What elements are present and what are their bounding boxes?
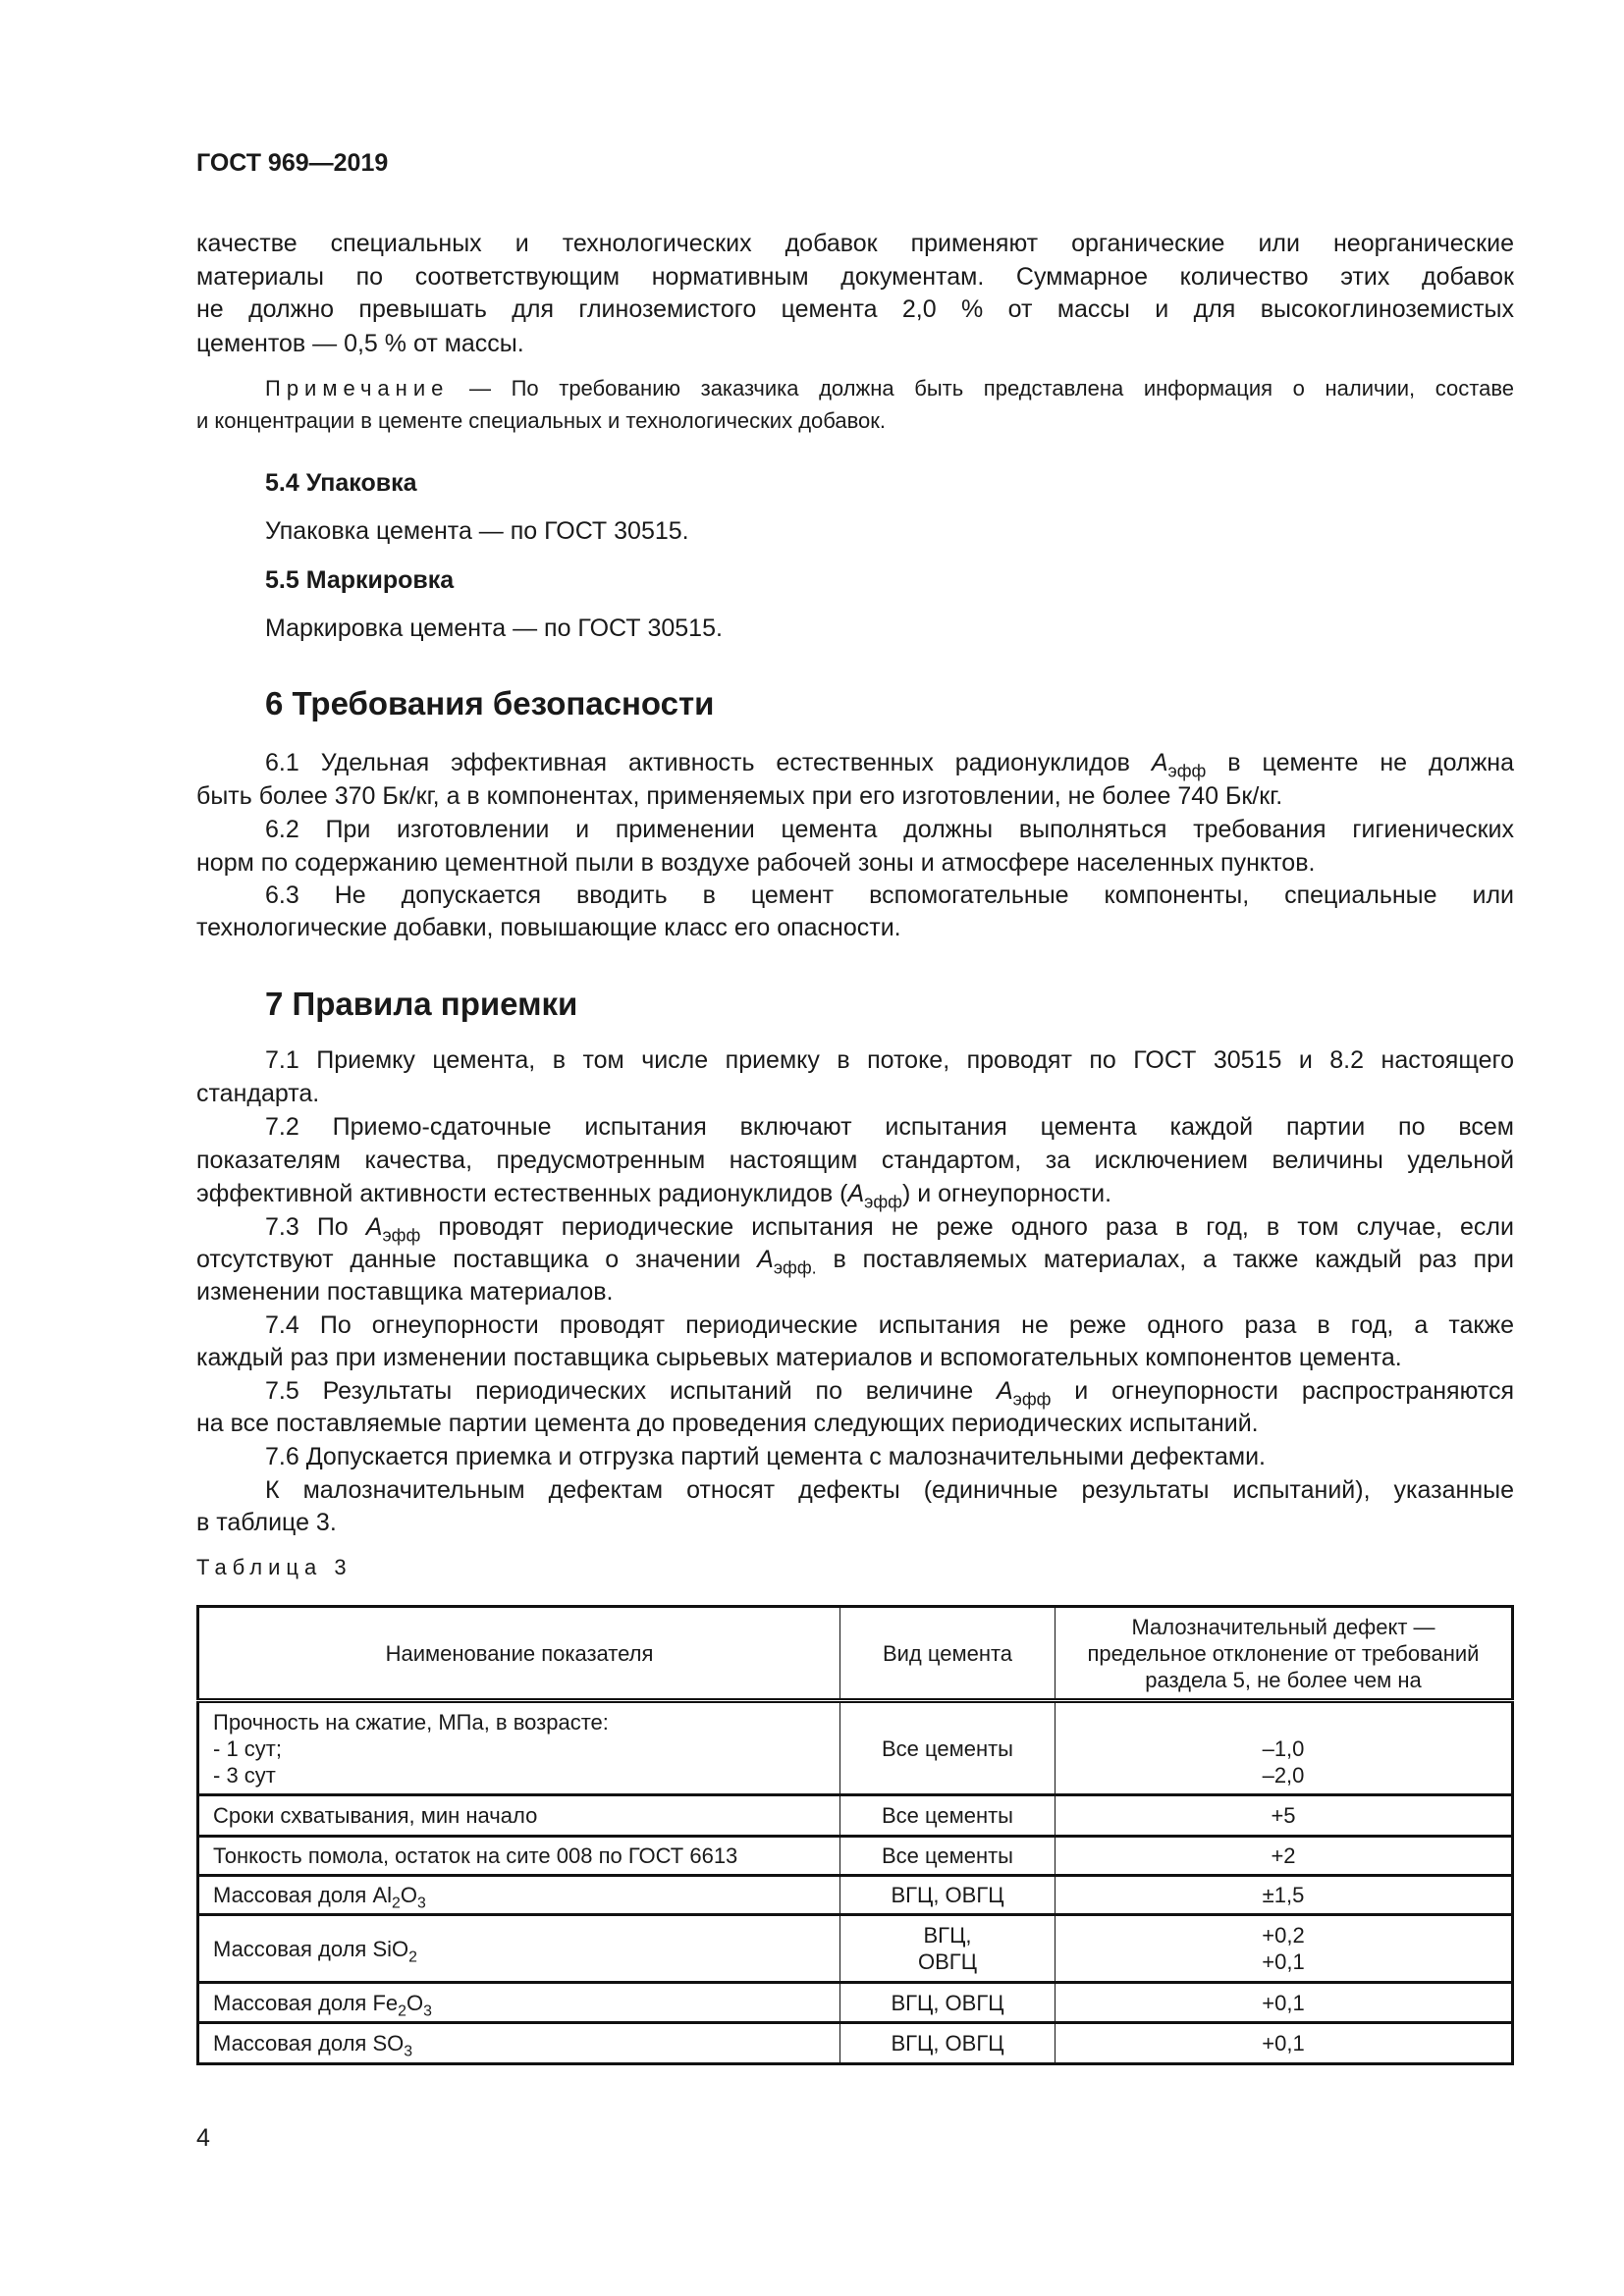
cell-line: ±1,5	[1262, 1883, 1305, 1907]
text-run: — По требованию заказчика должна быть представлена информация о наличии, составе	[449, 376, 1514, 400]
text-line	[196, 327, 1514, 360]
subsection-heading	[265, 563, 1514, 597]
text-run: эффективной активности естественных радионуклидов (	[196, 1180, 848, 1207]
text-line	[265, 746, 1514, 779]
text-run: 7.3 По	[265, 1213, 366, 1241]
cell-name	[198, 1701, 840, 1795]
text-line	[265, 1473, 1514, 1507]
text-run: O	[400, 1883, 417, 1907]
text-run: 7.1 Приемку цемента, в том числе приемку в потоке, проводят по ГОСТ 30515 и 8.2 настоящего	[265, 1046, 1514, 1074]
text-run: и огнеупорности распространяются	[1051, 1377, 1514, 1405]
text-run: отсутствуют данные поставщика о значении	[196, 1246, 758, 1273]
subscript: 3	[416, 1895, 426, 1912]
cell-line: - 1 сут;	[213, 1735, 282, 1761]
text-run: 7.5 Результаты периодических испытаний по величине	[265, 1377, 997, 1405]
cell-line: Тонкость помола, остаток на сите 008 по ГОСТ 6613	[213, 1843, 738, 1868]
text-run: в поставляемых материалах, а также каждый раз при	[816, 1246, 1514, 1273]
cell-line: +2	[1271, 1843, 1296, 1868]
text-line	[265, 1440, 1514, 1473]
cell-value	[1056, 1876, 1513, 1915]
text-line	[196, 1341, 1514, 1374]
text-run: и концентрации в цементе специальных и технологических добавок.	[196, 408, 887, 433]
text-line	[196, 404, 1514, 438]
text-run: норм по содержанию цементной пыли в воздухе рабочей зоны и атмосфере населенных пунктов.	[196, 849, 1316, 877]
cell-line: –2,0	[1262, 1762, 1305, 1788]
cell-value	[1056, 1915, 1513, 1983]
text-line	[196, 1551, 1514, 1584]
spaced-label: Таблица 3	[196, 1555, 352, 1579]
text-run: в цементе не должна	[1206, 749, 1514, 776]
activity-symbol: А	[757, 1246, 774, 1273]
table-row	[198, 1876, 1513, 1915]
table-3	[196, 1605, 1514, 2065]
text-run: К малозначительным дефектам относят дефекты (единичные результаты испытаний), указанные	[265, 1476, 1514, 1504]
section-heading	[265, 682, 1514, 725]
table-row	[198, 1983, 1513, 2023]
table-row	[198, 1915, 1513, 1983]
cell-name	[198, 1837, 840, 1876]
page-number: 4	[196, 2124, 210, 2152]
cell-line: +0,1	[1262, 1990, 1305, 2015]
text-run: материалы по соответствующим нормативным документам. Суммарное количество этих добавок	[196, 263, 1514, 291]
document-header: ГОСТ 969—2019	[196, 149, 389, 177]
cell-line: ВГЦ, ОВГЦ	[891, 2031, 1004, 2056]
text-run: не должно превышать для глиноземистого цемента 2,0 % от массы и для высокоглиноземистых	[196, 295, 1514, 323]
text-line	[265, 372, 1514, 405]
text-run: технологические добавки, повышающие класс его опасности.	[196, 914, 901, 941]
cell-value	[1056, 1837, 1513, 1876]
text-line	[265, 514, 1514, 548]
header-cement-type: Вид цемента	[840, 1607, 1056, 1701]
text-run: проводят периодические испытания не реже одного раза в год, в том случае, если	[420, 1213, 1514, 1241]
text-line	[196, 779, 1514, 813]
subscript: 2	[408, 1949, 417, 1966]
text-run: качестве специальных и технологических добавок применяют органические или неорганические	[196, 230, 1514, 257]
text-run: 7.2 Приемо-сдаточные испытания включают испытания цемента каждой партии по всем	[265, 1113, 1514, 1141]
text-line	[196, 1407, 1514, 1440]
table-row	[198, 2023, 1513, 2064]
text-run: 6.2 При изготовлении и применении цемента должны выполняться требования гигиенических	[265, 816, 1514, 843]
section-heading	[265, 983, 1514, 1026]
text-run: 6.3 Не допускается вводить в цемент вспомогательные компоненты, специальные или	[265, 881, 1514, 909]
text-run: быть более 370 Бк/кг, а в компонентах, применяемых при его изготовлении, не более 740 Бк/кг.	[196, 782, 1283, 810]
table-row	[198, 1795, 1513, 1837]
cell-line: Все цементы	[881, 1803, 1013, 1828]
cell-type	[840, 1837, 1056, 1876]
text-run: Упаковка цемента — по ГОСТ 30515.	[265, 517, 689, 545]
text-run: 7.4 По огнеупорности проводят периодические испытания не реже одного раза в год, а также	[265, 1311, 1514, 1339]
text-run: каждый раз при изменении поставщика сырьевых материалов и вспомогательных компонентов цемента.	[196, 1344, 1402, 1371]
text-line	[196, 911, 1514, 944]
cell-line: +0,1	[1262, 2031, 1305, 2056]
subscript: 3	[404, 2043, 413, 2060]
cell-value	[1056, 2023, 1513, 2064]
text-run: 6.1 Удельная эффективная активность естественных радионуклидов	[265, 749, 1152, 776]
cell-value	[1056, 1795, 1513, 1837]
cell-line: –1,0	[1262, 1735, 1305, 1761]
spaced-label: Примечание	[265, 376, 450, 400]
text-line	[265, 1210, 1514, 1244]
text-line	[196, 1275, 1514, 1308]
text-line	[196, 227, 1514, 260]
cell-line: ВГЦ, ОВГЦ	[891, 1883, 1004, 1907]
cell-line: Сроки схватывания, мин начало	[213, 1803, 538, 1828]
cell-value	[1056, 1983, 1513, 2023]
activity-symbol: А	[365, 1213, 383, 1241]
text-line	[265, 1043, 1514, 1077]
subsection-heading	[265, 466, 1514, 500]
cell-type	[840, 1915, 1056, 1983]
subscript: эфф	[382, 1225, 421, 1246]
subscript: эфф	[1167, 761, 1207, 781]
text-run: 6 Требования безопасности	[265, 685, 715, 721]
text-run: цементов — 0,5 % от массы.	[196, 330, 524, 357]
text-line	[196, 260, 1514, 294]
cell-line: +0,1	[1262, 1949, 1305, 1974]
cell-line: +5	[1271, 1803, 1296, 1828]
text-run: показателям качества, предусмотренным настоящим стандартом, за исключением величины удельной	[196, 1147, 1514, 1174]
text-run: Массовая доля SiO	[213, 1936, 409, 1961]
subscript: эфф.	[773, 1257, 817, 1278]
text-line	[265, 1374, 1514, 1408]
cell-line: Все цементы	[881, 1735, 1013, 1761]
cell-line: +0,2	[1262, 1923, 1305, 1948]
text-line	[196, 1506, 1514, 1539]
text-line	[196, 1243, 1514, 1276]
text-run: Маркировка цемента — по ГОСТ 30515.	[265, 614, 723, 642]
activity-symbol: А	[1151, 749, 1168, 776]
subscript: 2	[398, 2002, 406, 2020]
text-run: 7 Правила приемки	[265, 986, 578, 1022]
text-line	[196, 1177, 1514, 1210]
text-run: Массовая доля Fe	[213, 1990, 399, 2015]
cell-line: ВГЦ, ОВГЦ	[891, 1990, 1004, 2015]
text-line	[265, 813, 1514, 846]
header-indicator-name: Наименование показателя	[198, 1607, 840, 1701]
header-deviation: Малозначительный дефект — предельное отклонение от требований раздела 5, не более чем на	[1056, 1607, 1513, 1701]
cell-type	[840, 2023, 1056, 2064]
subscript: 3	[423, 2002, 432, 2020]
text-line	[196, 1144, 1514, 1177]
text-line	[265, 612, 1514, 645]
table-row	[198, 1837, 1513, 1876]
table-header-row	[198, 1607, 1513, 1701]
text-run: O	[406, 1990, 424, 2015]
text-run: 7.6 Допускается приемка и отгрузка партий цемента с малозначительными дефектами.	[265, 1443, 1266, 1470]
cell-line: Все цементы	[881, 1843, 1013, 1868]
cell-name	[198, 1795, 840, 1837]
cell-type	[840, 1701, 1056, 1795]
text-run: 5.5 Маркировка	[265, 566, 455, 594]
cell-type	[840, 1876, 1056, 1915]
table-row	[198, 1701, 1513, 1795]
subscript: 2	[392, 1895, 401, 1912]
activity-symbol: А	[847, 1180, 865, 1207]
cell-name	[198, 1915, 840, 1983]
cell-line: Прочность на сжатие, МПа, в возрасте:	[213, 1709, 609, 1735]
cell-value	[1056, 1701, 1513, 1795]
cell-line: ОВГЦ	[918, 1949, 977, 1974]
text-line	[196, 293, 1514, 326]
subscript: эфф	[1012, 1389, 1052, 1410]
text-run: в таблице 3.	[196, 1509, 337, 1536]
cell-type	[840, 1983, 1056, 2023]
text-line	[196, 1077, 1514, 1110]
subscript: эфф	[864, 1192, 902, 1212]
text-run: ) и огнеупорности.	[901, 1180, 1112, 1207]
text-run: 5.4 Упаковка	[265, 469, 417, 497]
cell-name	[198, 2023, 840, 2064]
cell-name	[198, 1876, 840, 1915]
text-line	[265, 1110, 1514, 1144]
text-line	[265, 879, 1514, 912]
cell-line: ВГЦ,	[923, 1923, 972, 1948]
text-run: стандарта.	[196, 1080, 320, 1107]
text-run: Массовая доля SO	[213, 2031, 405, 2056]
cell-line: - 3 сут	[213, 1762, 276, 1788]
text-line	[196, 846, 1514, 880]
text-line	[265, 1308, 1514, 1342]
text-run: на все поставляемые партии цемента до проведения следующих периодических испытаний.	[196, 1410, 1259, 1437]
text-run: Массовая доля Al	[213, 1883, 393, 1907]
text-run: изменении поставщика материалов.	[196, 1278, 614, 1306]
cell-name	[198, 1983, 840, 2023]
cell-type	[840, 1795, 1056, 1837]
activity-symbol: А	[996, 1377, 1013, 1405]
